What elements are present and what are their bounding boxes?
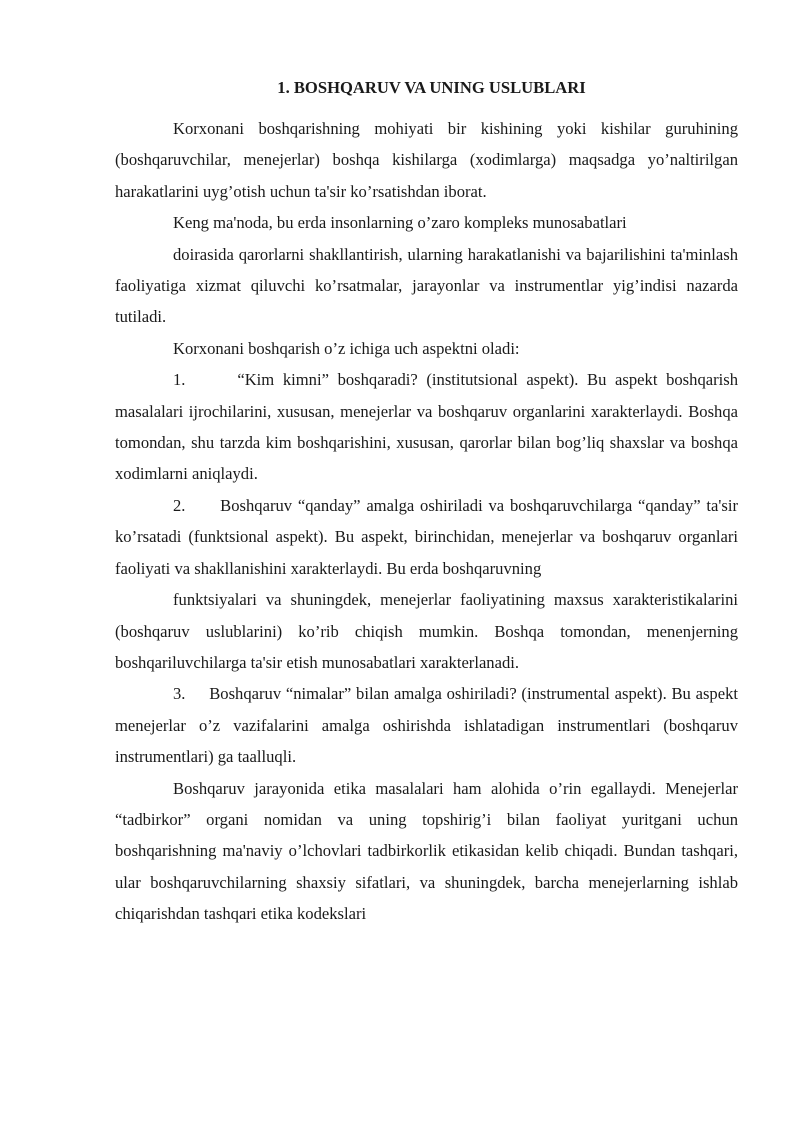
paragraph-decisions: doirasida qarorlarni shakllantirish, ularning harakatlanishi va bajarilishini ta'minlash faoliyatiga xizmat qiluvchi ko’rsatmalar, jarayonlar va instrumentlar yig’indisi nazarda tutiladi. <box>115 244 738 327</box>
paragraph-ethics: Boshqaruv jarayonida etika masalalari ham alohida o’rin egallaydi. Menejerlar “tadbirkor” organi nomidan va uning topshirig’i bilan faoliyat yuritgani uchun boshqarishning ma'naviy o’lchovlari tadbirkorlik etikasidan kelib chiqadi. Bundan tashqari, ular boshqaruvchilarning shaxsiy sifatlari, va shuningdek, barcha menejerlarning ishlab chiqarishdan tashqari etika kodekslari <box>115 778 738 924</box>
paragraph-three-aspects: Korxonani boshqarish o’z ichiga uch aspektni oladi: <box>173 338 520 358</box>
page-title: 1. BOSHQARUV VA UNING USLUBLARI <box>277 78 586 97</box>
paragraph-intro: Korxonani boshqarishning mohiyati bir kishining yoki kishilar guruhining (boshqaruvchilar, menejerlar) boshqa kishilarga (xodimlarga) maqsadga yo’naltirilgan harakatlarini uyg’otish uchun ta'sir ko’rsatishdan iborat. <box>115 119 738 201</box>
list-item-institutional: 1. “Kim kimni” boshqaradi? (institutsional aspekt). Bu aspekt boshqarish masalalari ijrochilarini, xususan, menejerlar va boshqaruv organlarini xarakterlaydi. Boshqa tomondan, shu tarzda kim boshqarishini, xususan, qarorlar bilan bog’liq shaxslar va boshqa xodimlarni aniqlaydi. <box>115 370 738 484</box>
list-item-instrumental: 3. Boshqaruv “nimalar” bilan amalga oshiriladi? (instrumental aspekt). Bu aspekt menejerlar o’z vazifalarini amalga oshirishda ishlatadigan instrumentlari (boshqaruv instrumentlari) ga taalluqli. <box>115 684 738 767</box>
document-page <box>115 72 738 930</box>
list-item-functional: 2. Boshqaruv “qanday” amalga oshiriladi va boshqaruvchilarga “qanday” ta'sir ko’rsatadi (funktsional aspekt). Bu aspekt, birinchidan, menejerlar va boshqaruv organlari faoliyati va shakllanishini xarakterlaydi. Bu erda boshqaruvning <box>115 495 738 578</box>
paragraph-broad-sense: Keng ma'noda, bu erda insonlarning o’zaro kompleks munosabatlari <box>173 213 627 233</box>
paragraph-functions: funktsiyalari va shuningdek, menejerlar faoliyatining maxsus xarakteristikalarini (boshqaruv uslublarini) ko’rib chiqish mumkin. Boshqa tomondan, menenjerning boshqariluvchilarga ta'sir etish munosabatlari xarakterlanadi. <box>115 590 738 672</box>
